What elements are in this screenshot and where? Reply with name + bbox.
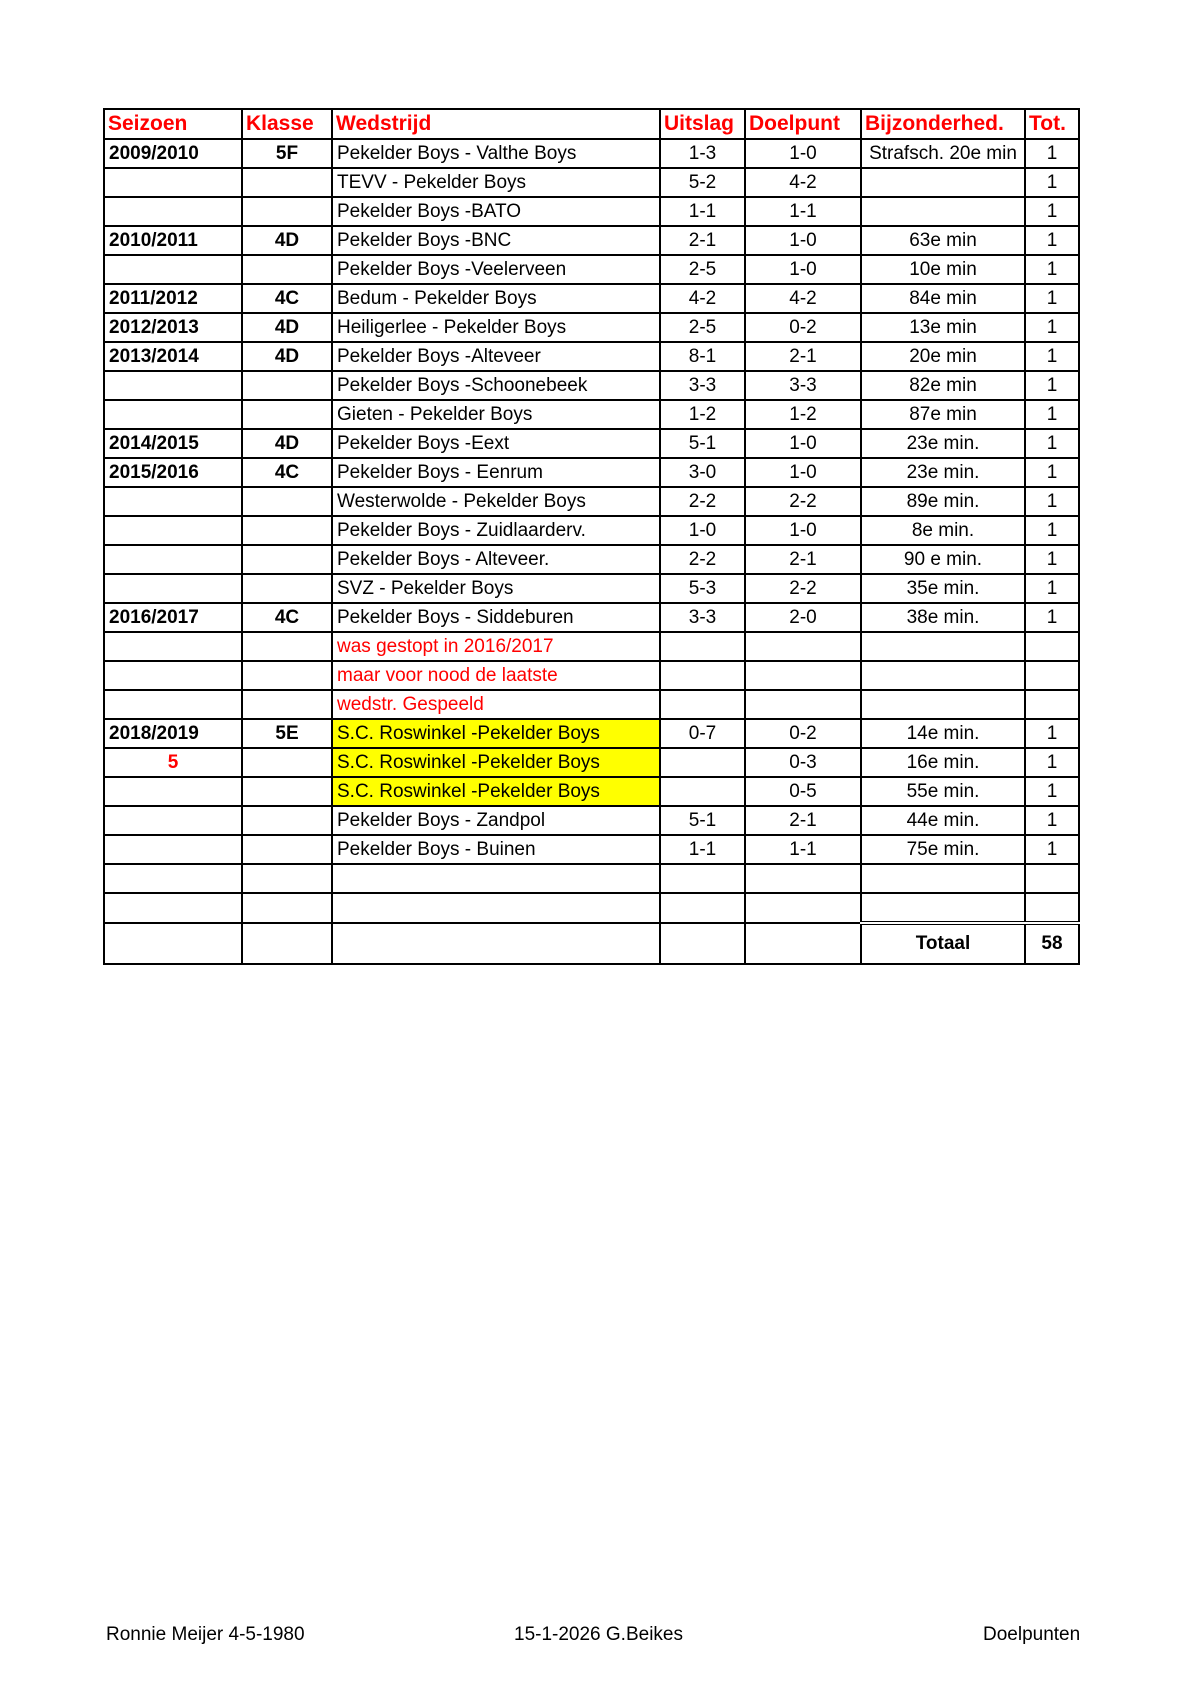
goal-cell: 2-0 <box>745 603 861 632</box>
goal-cell: 0-3 <box>745 748 861 777</box>
table-row <box>104 777 1079 806</box>
match-cell: S.C. Roswinkel -Pekelder Boys <box>332 719 660 748</box>
result-cell <box>660 690 745 719</box>
result-cell <box>660 632 745 661</box>
season-cell <box>104 864 242 893</box>
klasse-cell <box>242 400 332 429</box>
tot-cell: 1 <box>1025 603 1079 632</box>
result-cell: 2-2 <box>660 487 745 516</box>
total-spacer <box>332 923 660 964</box>
result-cell: 5-2 <box>660 168 745 197</box>
tot-cell: 1 <box>1025 226 1079 255</box>
goal-cell <box>745 864 861 893</box>
note-cell: 8e min. <box>861 516 1025 545</box>
goal-cell: 2-2 <box>745 487 861 516</box>
note-cell: 23e min. <box>861 458 1025 487</box>
result-cell: 5-3 <box>660 574 745 603</box>
note-cell <box>861 197 1025 226</box>
goal-cell: 0-2 <box>745 313 861 342</box>
goal-cell: 2-1 <box>745 545 861 574</box>
tot-cell: 1 <box>1025 487 1079 516</box>
table-row <box>104 806 1079 835</box>
season-cell <box>104 197 242 226</box>
result-cell: 1-0 <box>660 516 745 545</box>
season-cell <box>104 371 242 400</box>
goal-cell: 1-0 <box>745 226 861 255</box>
result-cell <box>660 748 745 777</box>
match-cell: Pekelder Boys - Eenrum <box>332 458 660 487</box>
season-cell: 2016/2017 <box>104 603 242 632</box>
table-row <box>104 603 1079 632</box>
klasse-cell <box>242 574 332 603</box>
klasse-cell: 4C <box>242 284 332 313</box>
result-cell: 4-2 <box>660 284 745 313</box>
season-cell: 2010/2011 <box>104 226 242 255</box>
tot-cell: 1 <box>1025 313 1079 342</box>
footer-player: Ronnie Meijer 4-5-1980 <box>106 1624 305 1645</box>
note-cell: 38e min. <box>861 603 1025 632</box>
goal-cell: 2-1 <box>745 806 861 835</box>
note-cell: 16e min. <box>861 748 1025 777</box>
result-cell <box>660 864 745 893</box>
season-cell <box>104 661 242 690</box>
season-cell <box>104 545 242 574</box>
note-cell: 20e min <box>861 342 1025 371</box>
note-cell: 84e min <box>861 284 1025 313</box>
match-cell: Pekelder Boys - Siddeburen <box>332 603 660 632</box>
note-cell <box>861 168 1025 197</box>
note-cell: 55e min. <box>861 777 1025 806</box>
table-row <box>104 835 1079 864</box>
note-cell: 63e min <box>861 226 1025 255</box>
goal-cell: 0-5 <box>745 777 861 806</box>
note-cell: 10e min <box>861 255 1025 284</box>
note-cell: 23e min. <box>861 429 1025 458</box>
note-cell: 14e min. <box>861 719 1025 748</box>
table-row <box>104 168 1079 197</box>
goal-cell <box>745 893 861 923</box>
note-cell: Strafsch. 20e min <box>861 139 1025 168</box>
season-cell: 2014/2015 <box>104 429 242 458</box>
season-cell <box>104 168 242 197</box>
result-cell: 2-2 <box>660 545 745 574</box>
table-row <box>104 632 1079 661</box>
result-cell: 1-1 <box>660 197 745 226</box>
tot-cell: 1 <box>1025 197 1079 226</box>
match-cell: Pekelder Boys -BATO <box>332 197 660 226</box>
tot-cell: 1 <box>1025 545 1079 574</box>
table-row <box>104 661 1079 690</box>
klasse-cell: 4D <box>242 313 332 342</box>
tot-cell: 1 <box>1025 371 1079 400</box>
note-cell: 90 e min. <box>861 545 1025 574</box>
goal-cell <box>745 632 861 661</box>
tot-cell: 1 <box>1025 342 1079 371</box>
klasse-cell: 4D <box>242 429 332 458</box>
table-row <box>104 400 1079 429</box>
klasse-cell <box>242 835 332 864</box>
goal-cell <box>745 690 861 719</box>
match-cell: Heiligerlee - Pekelder Boys <box>332 313 660 342</box>
result-cell: 8-1 <box>660 342 745 371</box>
goals-table <box>103 108 1080 965</box>
table-row <box>104 545 1079 574</box>
goal-cell: 4-2 <box>745 284 861 313</box>
season-cell <box>104 806 242 835</box>
klasse-cell <box>242 545 332 574</box>
season-cell <box>104 574 242 603</box>
result-cell: 1-1 <box>660 835 745 864</box>
tot-cell: 1 <box>1025 458 1079 487</box>
table-row <box>104 893 1079 923</box>
klasse-cell <box>242 487 332 516</box>
klasse-cell: 5F <box>242 139 332 168</box>
goal-cell: 1-1 <box>745 835 861 864</box>
tot-cell: 1 <box>1025 168 1079 197</box>
match-cell: Pekelder Boys -Veelerveen <box>332 255 660 284</box>
match-cell: Bedum - Pekelder Boys <box>332 284 660 313</box>
total-value: 58 <box>1025 923 1079 964</box>
goal-cell: 0-2 <box>745 719 861 748</box>
match-cell: was gestopt in 2016/2017 <box>332 632 660 661</box>
total-spacer <box>242 923 332 964</box>
tot-cell: 1 <box>1025 429 1079 458</box>
tot-cell: 1 <box>1025 806 1079 835</box>
match-cell: S.C. Roswinkel -Pekelder Boys <box>332 777 660 806</box>
result-cell <box>660 661 745 690</box>
table-row <box>104 574 1079 603</box>
match-cell: S.C. Roswinkel -Pekelder Boys <box>332 748 660 777</box>
tot-cell: 1 <box>1025 400 1079 429</box>
klasse-cell: 4C <box>242 458 332 487</box>
note-cell: 13e min <box>861 313 1025 342</box>
table-row <box>104 719 1079 748</box>
goal-cell: 2-1 <box>745 342 861 371</box>
match-cell: Pekelder Boys - Zuidlaarderv. <box>332 516 660 545</box>
season-cell <box>104 835 242 864</box>
goal-cell: 1-0 <box>745 458 861 487</box>
tot-cell: 1 <box>1025 139 1079 168</box>
goal-cell: 1-2 <box>745 400 861 429</box>
footer-date: 15-1-2026 G.Beikes <box>514 1624 683 1645</box>
klasse-cell <box>242 661 332 690</box>
tot-cell: 1 <box>1025 777 1079 806</box>
table-row <box>104 226 1079 255</box>
table-row <box>104 748 1079 777</box>
footer-title: Doelpunten <box>983 1624 1081 1645</box>
klasse-cell <box>242 777 332 806</box>
klasse-cell <box>242 806 332 835</box>
match-cell: Pekelder Boys -Schoonebeek <box>332 371 660 400</box>
tot-cell <box>1025 632 1079 661</box>
season-cell <box>104 255 242 284</box>
goal-cell: 1-0 <box>745 139 861 168</box>
klasse-cell <box>242 516 332 545</box>
table-row <box>104 458 1079 487</box>
klasse-cell <box>242 632 332 661</box>
table-row <box>104 342 1079 371</box>
season-cell <box>104 516 242 545</box>
result-cell: 3-3 <box>660 603 745 632</box>
season-cell: 2012/2013 <box>104 313 242 342</box>
note-cell <box>861 893 1025 923</box>
klasse-cell <box>242 748 332 777</box>
table-row <box>104 371 1079 400</box>
table-row <box>104 429 1079 458</box>
result-cell: 5-1 <box>660 429 745 458</box>
goal-cell: 1-0 <box>745 255 861 284</box>
klasse-cell <box>242 864 332 893</box>
goal-cell: 1-1 <box>745 197 861 226</box>
season-cell: 2013/2014 <box>104 342 242 371</box>
season-cell <box>104 632 242 661</box>
note-cell <box>861 661 1025 690</box>
match-cell: Pekelder Boys - Alteveer. <box>332 545 660 574</box>
note-cell: 44e min. <box>861 806 1025 835</box>
note-cell <box>861 632 1025 661</box>
tot-cell <box>1025 690 1079 719</box>
klasse-cell <box>242 690 332 719</box>
result-cell: 1-3 <box>660 139 745 168</box>
table-row <box>104 284 1079 313</box>
result-cell <box>660 893 745 923</box>
table-row <box>104 197 1079 226</box>
goal-cell: 1-0 <box>745 516 861 545</box>
header-wedstrijd: Wedstrijd <box>332 109 660 139</box>
klasse-cell <box>242 168 332 197</box>
result-cell: 2-1 <box>660 226 745 255</box>
tot-cell: 1 <box>1025 516 1079 545</box>
note-cell: 82e min <box>861 371 1025 400</box>
header-klasse: Klasse <box>242 109 332 139</box>
total-spacer <box>104 923 242 964</box>
table-row <box>104 864 1079 893</box>
tot-cell: 1 <box>1025 748 1079 777</box>
goal-cell: 1-0 <box>745 429 861 458</box>
header-doelpunt: Doelpunt <box>745 109 861 139</box>
goal-cell: 4-2 <box>745 168 861 197</box>
match-cell: Westerwolde - Pekelder Boys <box>332 487 660 516</box>
note-cell: 35e min. <box>861 574 1025 603</box>
match-cell: TEVV - Pekelder Boys <box>332 168 660 197</box>
klasse-cell <box>242 197 332 226</box>
total-spacer <box>745 923 861 964</box>
table-row <box>104 255 1079 284</box>
season-cell: 2018/2019 <box>104 719 242 748</box>
match-cell <box>332 893 660 923</box>
match-cell: wedstr. Gespeeld <box>332 690 660 719</box>
season-cell <box>104 777 242 806</box>
season-cell: 2015/2016 <box>104 458 242 487</box>
match-cell: Pekelder Boys - Zandpol <box>332 806 660 835</box>
result-cell <box>660 777 745 806</box>
header-row <box>104 109 1079 139</box>
note-cell <box>861 864 1025 893</box>
tot-cell: 1 <box>1025 255 1079 284</box>
klasse-cell: 4D <box>242 226 332 255</box>
total-row <box>104 923 1079 964</box>
result-cell: 3-3 <box>660 371 745 400</box>
goal-cell: 3-3 <box>745 371 861 400</box>
table-row <box>104 516 1079 545</box>
match-cell: Pekelder Boys - Valthe Boys <box>332 139 660 168</box>
result-cell: 3-0 <box>660 458 745 487</box>
note-cell <box>861 690 1025 719</box>
klasse-cell <box>242 893 332 923</box>
season-cell: 5 <box>104 748 242 777</box>
tot-cell <box>1025 893 1079 923</box>
klasse-cell <box>242 371 332 400</box>
tot-cell: 1 <box>1025 284 1079 313</box>
table-row <box>104 487 1079 516</box>
season-cell <box>104 400 242 429</box>
match-cell: Pekelder Boys -Alteveer <box>332 342 660 371</box>
goal-cell <box>745 661 861 690</box>
result-cell: 2-5 <box>660 255 745 284</box>
klasse-cell: 4D <box>242 342 332 371</box>
klasse-cell <box>242 255 332 284</box>
note-cell: 89e min. <box>861 487 1025 516</box>
goal-cell: 2-2 <box>745 574 861 603</box>
season-cell <box>104 893 242 923</box>
season-cell: 2009/2010 <box>104 139 242 168</box>
klasse-cell: 4C <box>242 603 332 632</box>
season-cell <box>104 690 242 719</box>
header-tot: Tot. <box>1025 109 1079 139</box>
header-bijzonderheden: Bijzonderhed. <box>861 109 1025 139</box>
note-cell: 87e min <box>861 400 1025 429</box>
table-row <box>104 139 1079 168</box>
table-row <box>104 690 1079 719</box>
header-uitslag: Uitslag <box>660 109 745 139</box>
match-cell: Gieten - Pekelder Boys <box>332 400 660 429</box>
klasse-cell: 5E <box>242 719 332 748</box>
season-cell <box>104 487 242 516</box>
tot-cell: 1 <box>1025 719 1079 748</box>
result-cell: 1-2 <box>660 400 745 429</box>
table-row <box>104 313 1079 342</box>
season-cell: 2011/2012 <box>104 284 242 313</box>
match-cell: Pekelder Boys -BNC <box>332 226 660 255</box>
tot-cell: 1 <box>1025 835 1079 864</box>
match-cell: Pekelder Boys - Buinen <box>332 835 660 864</box>
result-cell: 5-1 <box>660 806 745 835</box>
match-cell <box>332 864 660 893</box>
result-cell: 0-7 <box>660 719 745 748</box>
match-cell: SVZ - Pekelder Boys <box>332 574 660 603</box>
match-cell: maar voor nood de laatste <box>332 661 660 690</box>
result-cell: 2-5 <box>660 313 745 342</box>
tot-cell: 1 <box>1025 574 1079 603</box>
tot-cell <box>1025 661 1079 690</box>
total-label: Totaal <box>861 923 1025 964</box>
total-spacer <box>660 923 745 964</box>
match-cell: Pekelder Boys -Eext <box>332 429 660 458</box>
note-cell: 75e min. <box>861 835 1025 864</box>
tot-cell <box>1025 864 1079 893</box>
header-seizoen: Seizoen <box>104 109 242 139</box>
